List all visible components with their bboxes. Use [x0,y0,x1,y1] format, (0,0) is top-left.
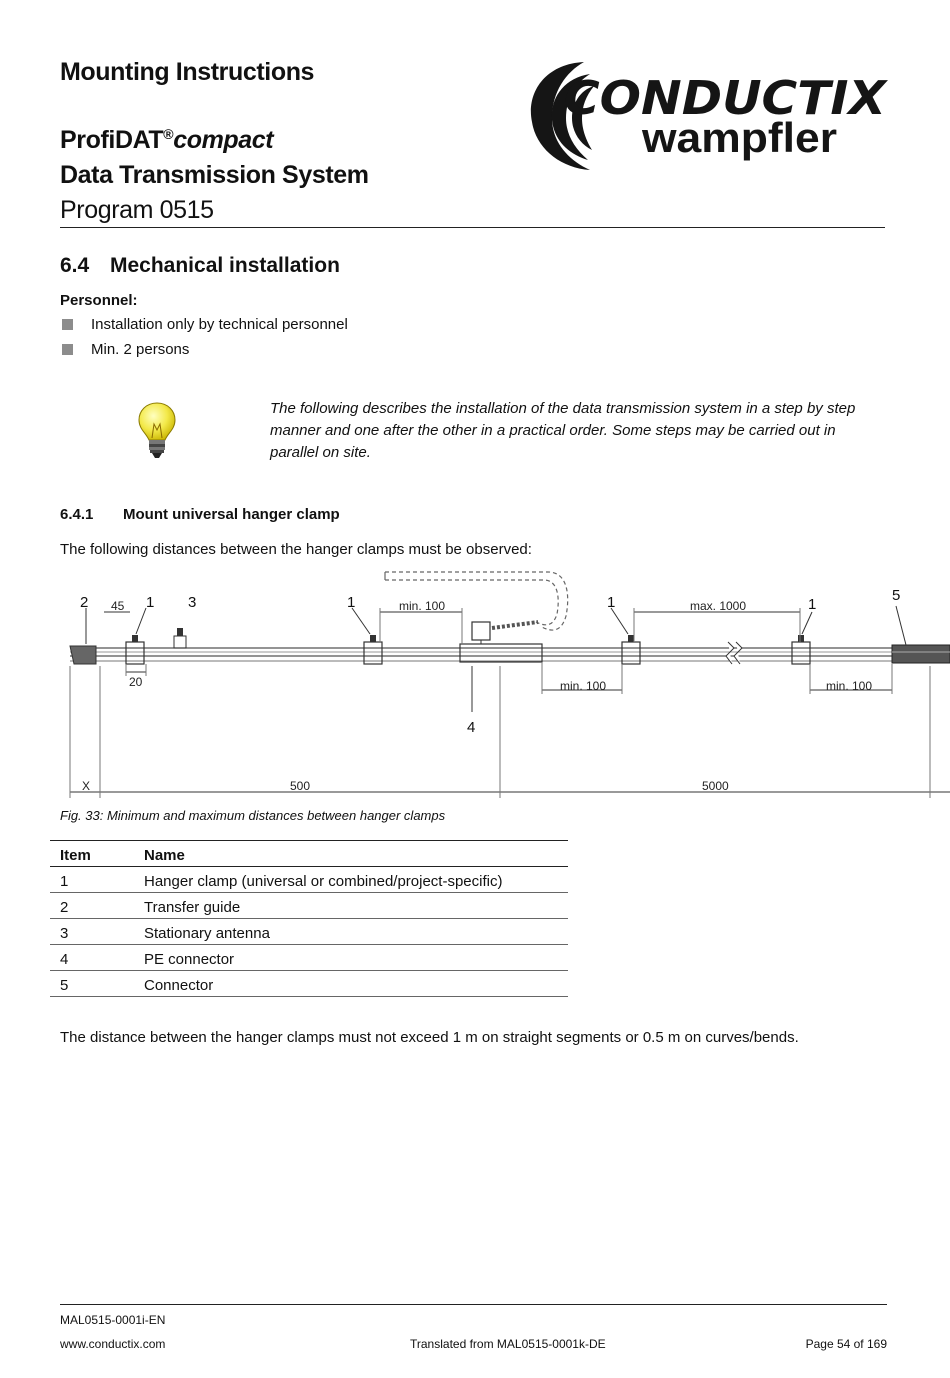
callout-3: 3 [188,594,197,611]
dim-min-100-b: min. 100 [826,679,873,693]
personnel-item: Installation only by technical personnel [91,316,348,333]
dim-x: X [82,779,91,793]
callout-2: 2 [80,594,89,611]
dim-min-100-top: min. 100 [399,599,446,613]
intro-text: The following distances between the hanger clamps must be observed: [60,541,532,558]
logo-wordmark-wampfler: wampfler [640,114,837,161]
dim-5000: 5000 [702,779,729,793]
item-name: Hanger clamp (universal or combined/project-specific) [134,867,568,893]
product-name [60,126,273,155]
product-name-suffix: compact [173,126,274,154]
program-number: Program 0515 [60,196,214,224]
item-number: 1 [50,867,134,893]
table-header-row [50,841,568,867]
system-name: Data Transmission System [60,161,369,189]
item-name: Connector [134,971,568,997]
figure-caption: Fig. 33: Minimum and maximum distances between hanger clamps [60,808,446,823]
dim-45: 45 [111,599,125,613]
lightbulb-icon [136,400,178,462]
item-number: 4 [50,945,134,971]
callout-1: 1 [607,594,616,611]
table-row [50,867,568,893]
column-header-name: Name [134,841,568,867]
table-row [50,919,568,945]
callout-1: 1 [146,594,155,611]
hanger-clamp-distance-diagram [60,566,950,806]
callout-5: 5 [892,587,901,604]
callout-1: 1 [347,594,356,611]
section-number: 6.4 [60,254,90,277]
callout-4: 4 [467,719,476,736]
item-name: Transfer guide [134,893,568,919]
logo-wordmark-conductix: CONDUCTIX [564,71,889,125]
item-name: Stationary antenna [134,919,568,945]
item-name: PE connector [134,945,568,971]
bullet-icon [62,344,73,355]
table-row [50,893,568,919]
table-row [50,971,568,997]
personnel-item: Min. 2 persons [91,341,190,358]
callout-1: 1 [808,596,817,613]
item-number: 3 [50,919,134,945]
conductix-wampfler-logo [524,56,889,176]
product-name-base: ProfiDAT [60,126,164,154]
footer-divider [60,1304,887,1305]
clamp-distance-rule: The distance between the hanger clamps must not exceed 1 m on straight segments or 0.5 m on curves/bends. [60,1029,799,1046]
dim-min-100-a: min. 100 [560,679,607,693]
website-link[interactable]: www.conductix.com [60,1337,166,1351]
translation-note: Translated from MAL0515-0001k-DE [410,1337,606,1351]
subsection-number: 6.4.1 [60,506,94,523]
table-row [50,945,568,971]
document-id: MAL0515-0001i-EN [60,1313,166,1327]
item-number: 5 [50,971,134,997]
item-table [50,840,568,997]
bullet-icon [62,319,73,330]
info-note: The following describes the installation of the data transmission system in a step by step manner and one after the other in a practical order. Some steps may be carried out in parallel on site. [270,400,856,461]
document-title: Mounting Instructions [60,58,315,86]
column-header-item: Item [50,841,134,867]
section-title: Mechanical installation [110,254,340,277]
registered-mark: ® [163,126,174,142]
dim-max-1000: max. 1000 [690,599,747,613]
personnel-label: Personnel: [60,292,138,309]
item-number: 2 [50,893,134,919]
subsection-title: Mount universal hanger clamp [123,506,340,523]
dim-500: 500 [290,779,311,793]
header-divider [60,227,885,228]
page-number: Page 54 of 169 [805,1337,887,1351]
dim-20: 20 [129,675,143,689]
